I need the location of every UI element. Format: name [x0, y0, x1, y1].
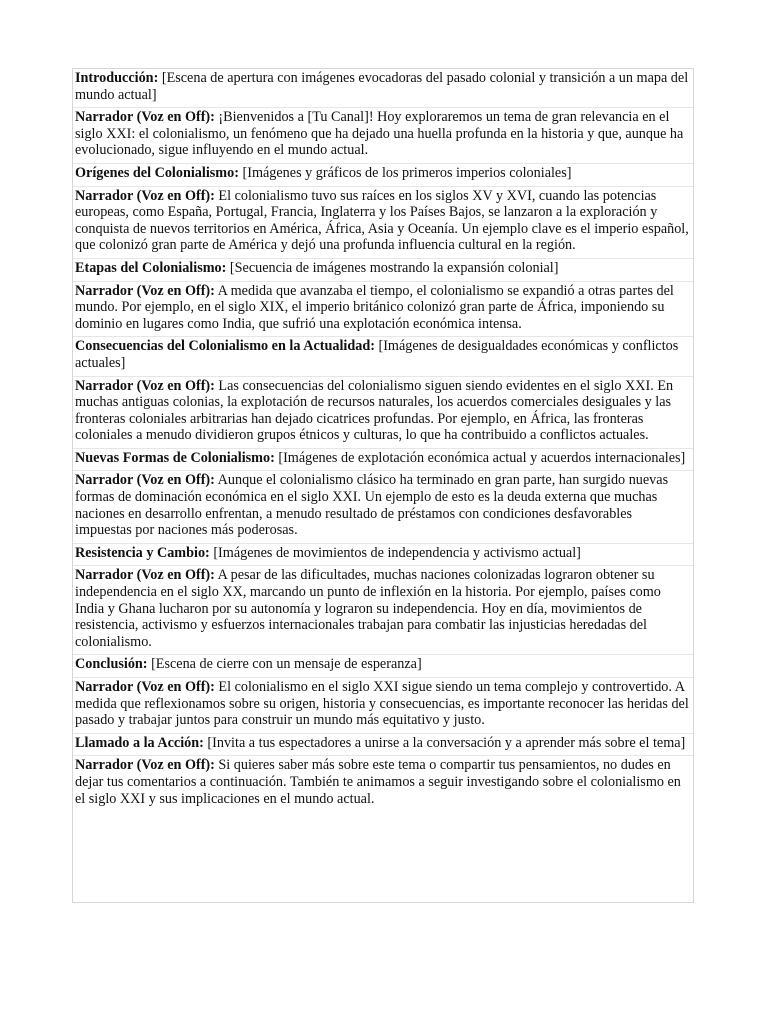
paragraph-heading: Narrador (Voz en Off):: [75, 187, 215, 204]
paragraph-heading: Narrador (Voz en Off):: [75, 377, 215, 394]
paragraph-narrador: [73, 471, 693, 543]
paragraph-heading: Narrador (Voz en Off):: [75, 679, 215, 695]
paragraph-heading: Narrador (Voz en Off):: [75, 282, 215, 299]
paragraph-etapas: [73, 259, 693, 282]
paragraph-heading: Llamado a la Acción:: [75, 734, 204, 751]
paragraph-narrador: [73, 187, 693, 259]
paragraph-text: ¡Bienvenidos a [Tu Canal]! Hoy exploraremos un tema de gran relevancia en el siglo XXI: el colonialismo, un fenómeno que ha dejado una huella profunda en la historia y que, aunque ha evolucionado, sigue influyendo en el mundo actual.: [75, 109, 684, 159]
paragraph-heading: Nuevas Formas de Colonialismo:: [75, 449, 275, 466]
document-body: [73, 69, 693, 807]
paragraph-narrador: [73, 756, 693, 807]
paragraph-text: Aunque el colonialismo clásico ha terminado en gran parte, han surgido nuevas formas de dominación económica en el siglo XXI. Un ejemplo de esto es la deuda externa que muchas naciones en desarrollo enfrentan, a menudo resultado de préstamos con condiciones desfavorables impuestas por naciones más poderosas.: [75, 472, 669, 539]
paragraph-conclusion: [73, 655, 693, 678]
paragraph-heading: Etapas del Colonialismo:: [75, 259, 227, 276]
paragraph-introduccion: [73, 69, 693, 108]
paragraph-heading: Narrador (Voz en Off):: [75, 757, 215, 774]
paragraph-text: El colonialismo en el siglo XXI sigue siendo un tema complejo y controvertido. A medida que reflexionamos sobre su origen, historia y consecuencias, es importante reconocer las heridas del pasado y trabajar juntos para construir un mundo más equitativo y justo.: [75, 679, 689, 729]
paragraph-heading: Narrador (Voz en Off):: [75, 472, 215, 489]
paragraph-text: [Imágenes de desigualdades económicas y conflictos actuales]: [75, 338, 679, 371]
paragraph-text: [Invita a tus espectadores a unirse a la conversación y a aprender más sobre el tema]: [203, 734, 686, 751]
paragraph-text: [Imágenes y gráficos de los primeros imperios coloniales]: [238, 164, 572, 181]
paragraph-narrador: [73, 678, 693, 734]
paragraph-llamado-accion: [73, 734, 693, 757]
paragraph-text: A pesar de las dificultades, muchas naciones colonizadas lograron obtener su independencia en el siglo XX, marcando un punto de inflexión en la historia. Por ejemplo, países como India y Ghana lucharon por su autonomía y lograron su independencia. Hoy en día, movimientos de resistencia, activismo y esfuerzos internacionales trabajan para combatir las injusticias heredadas del colonialismo.: [75, 567, 661, 650]
paragraph-heading: Narrador (Voz en Off):: [75, 109, 215, 126]
paragraph-narrador: [73, 566, 693, 655]
paragraph-heading: Orígenes del Colonialismo:: [75, 164, 239, 181]
paragraph-origenes: [73, 164, 693, 187]
paragraph-text: Si quieres saber más sobre este tema o compartir tus pensamientos, no dudes en dejar tus comentarios a continuación. También te animamos a seguir investigando sobre el colonialismo en el siglo XXI y sus implicaciones en el mundo actual.: [75, 757, 681, 807]
paragraph-heading: Narrador (Voz en Off):: [75, 567, 215, 584]
paragraph-text: Las consecuencias del colonialismo siguen siendo evidentes en el siglo XXI. En muchas antiguas colonias, la explotación de recursos naturales, los acuerdos comerciales desiguales y las fronteras coloniales arbitrarias han dejado cicatrices profundas. Por ejemplo, en África, las fronteras coloniales a menudo dividieron grupos étnicos y culturas, lo que ha contribuido a conflictos actuales.: [75, 377, 674, 444]
paragraph-heading: Consecuencias del Colonialismo en la Actualidad:: [75, 338, 375, 355]
paragraph-heading: Conclusión:: [75, 656, 148, 673]
paragraph-narrador: [73, 108, 693, 164]
paragraph-text: [Imágenes de movimientos de independencia y activismo actual]: [209, 544, 581, 561]
paragraph-text: [Escena de cierre con un mensaje de esperanza]: [147, 656, 422, 673]
paragraph-resistencia: [73, 544, 693, 567]
paragraph-heading: Resistencia y Cambio:: [75, 544, 210, 561]
paragraph-heading: Introducción:: [75, 70, 159, 86]
paragraph-text: [Escena de apertura con imágenes evocadoras del pasado colonial y transición a un mapa del mundo actual]: [75, 70, 689, 103]
paragraph-text: A medida que avanzaba el tiempo, el colonialismo se expandió a otras partes del mundo. Por ejemplo, en el siglo XIX, el imperio británico colonizó gran parte de África, imponiendo su dominio en lugares como India, que sufrió una explotación económica intensa.: [75, 282, 674, 332]
paragraph-narrador: [73, 282, 693, 338]
paragraph-text: [Imágenes de explotación económica actual y acuerdos internacionales]: [274, 449, 686, 466]
paragraph-nuevas-formas: [73, 449, 693, 472]
paragraph-narrador: [73, 377, 693, 449]
paragraph-text: El colonialismo tuvo sus raíces en los siglos XV y XVI, cuando las potencias europeas, como España, Portugal, Francia, Inglaterra y los Países Bajos, se lanzaron a la exploración y conquista de nuevos territorios en América, África, Asia y Oceanía. Un ejemplo clave es el imperio español, que colonizó gran parte de América y dejó una profunda influencia cultural en la región.: [75, 187, 689, 254]
paragraph-consecuencias: [73, 337, 693, 376]
paragraph-text: [Secuencia de imágenes mostrando la expansión colonial]: [226, 259, 559, 276]
